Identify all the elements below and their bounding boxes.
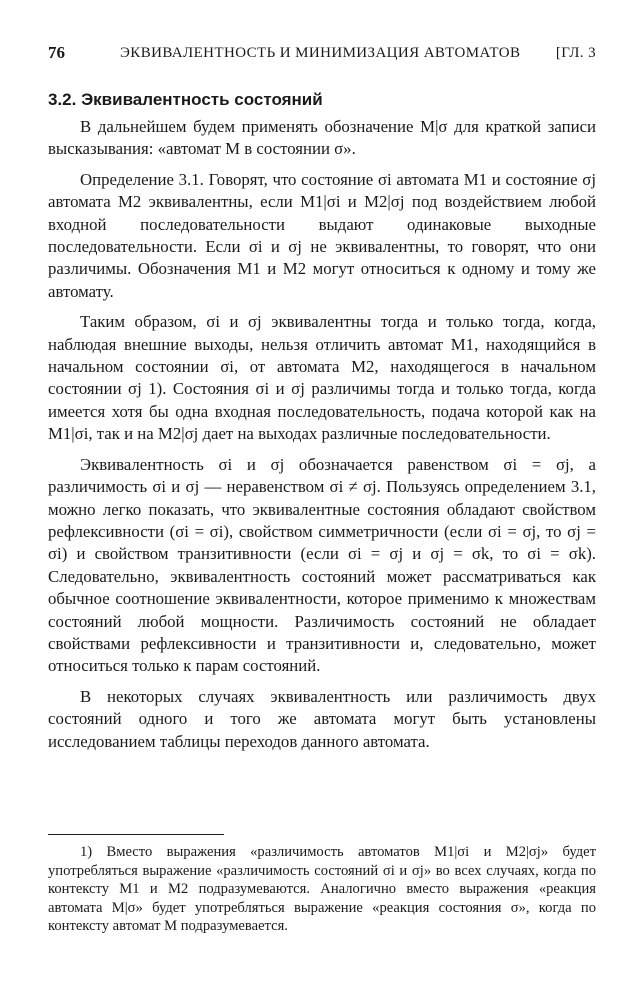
- paragraph: В некоторых случаях эквивалентность или различимость двух состояний одного и того же автомата могут быть установлены исследованием таблицы переходов данного автомата.: [48, 686, 596, 751]
- running-header: [48, 40, 596, 66]
- definition-paragraph: Определение 3.1. Говорят, что состояние σi автомата M1 и состояние σj автомата M2 эквивалентны, если M1|σi и M2|σj под воздействием любой входной последовательности выдают одинаковые выходные последовательности. Если σi и σj не эквивалентны, то говорят, что они различимы. Обозначения M1 и M2 могут относиться к одному и тому же автомату.: [48, 169, 596, 301]
- footnote: [48, 843, 596, 936]
- page-number: 76: [48, 43, 65, 62]
- running-title: ЭКВИВАЛЕНТНОСТЬ И МИНИМИЗАЦИЯ АВТОМАТОВ: [120, 45, 521, 61]
- footnote-separator: [48, 834, 224, 835]
- chapter-reference: [ГЛ. 3: [555, 45, 596, 61]
- body-text: [48, 116, 596, 753]
- paragraph: Эквивалентность σi и σj обозначается равенством σi = σj, а различимость σi и σj — неравенством σi ≠ σj. Пользуясь определением 3.1, можно легко показать, что эквивалентные состояния обладают свойством рефлексивности (σi = σi), свойством симметричности (если σi = σj, то σj = σi) и свойством транзитивности (если σi = σj и σj = σk, то σi = σk). Следовательно, эквивалентность состояний может рассматриваться как обычное соотношение эквивалентности, которое применимо к множествам состояний любой мощности. Различимость состояний не обладает свойствами рефлексивности и транзитивности и, следовательно, может относиться только к парам состояний.: [48, 454, 596, 676]
- footnote-text: 1) Вместо выражения «различимость автоматов M1|σi и M2|σj» будет употребляться выражение «различимость состояний σi и σj» во всех случаях, когда по контексту M1 и M2 подразумеваются. Аналогично вместо выражения «реакция автомата M|σ» будет употребляться выражение «реакция состояния σ», когда по контексту автомат M подразумевается.: [48, 844, 596, 935]
- section-heading: 3.2. Эквивалентность состояний: [48, 90, 323, 109]
- paragraph: Таким образом, σi и σj эквивалентны тогда и только тогда, когда, наблюдая внешние выходы, нельзя отличить автомат M1, находящийся в начальном состоянии σi, от автомата M2, находящегося в начальном состоянии σj 1). Состояния σi и σj различимы тогда и только тогда, когда имеется хотя бы одна входная последовательность, подача которой как на M1|σi, так и на M2|σj дает на выходах различные последовательности.: [48, 312, 596, 444]
- paragraph: В дальнейшем будем применять обозначение M|σ для краткой записи высказывания: «автомат M в состоянии σ».: [48, 117, 596, 159]
